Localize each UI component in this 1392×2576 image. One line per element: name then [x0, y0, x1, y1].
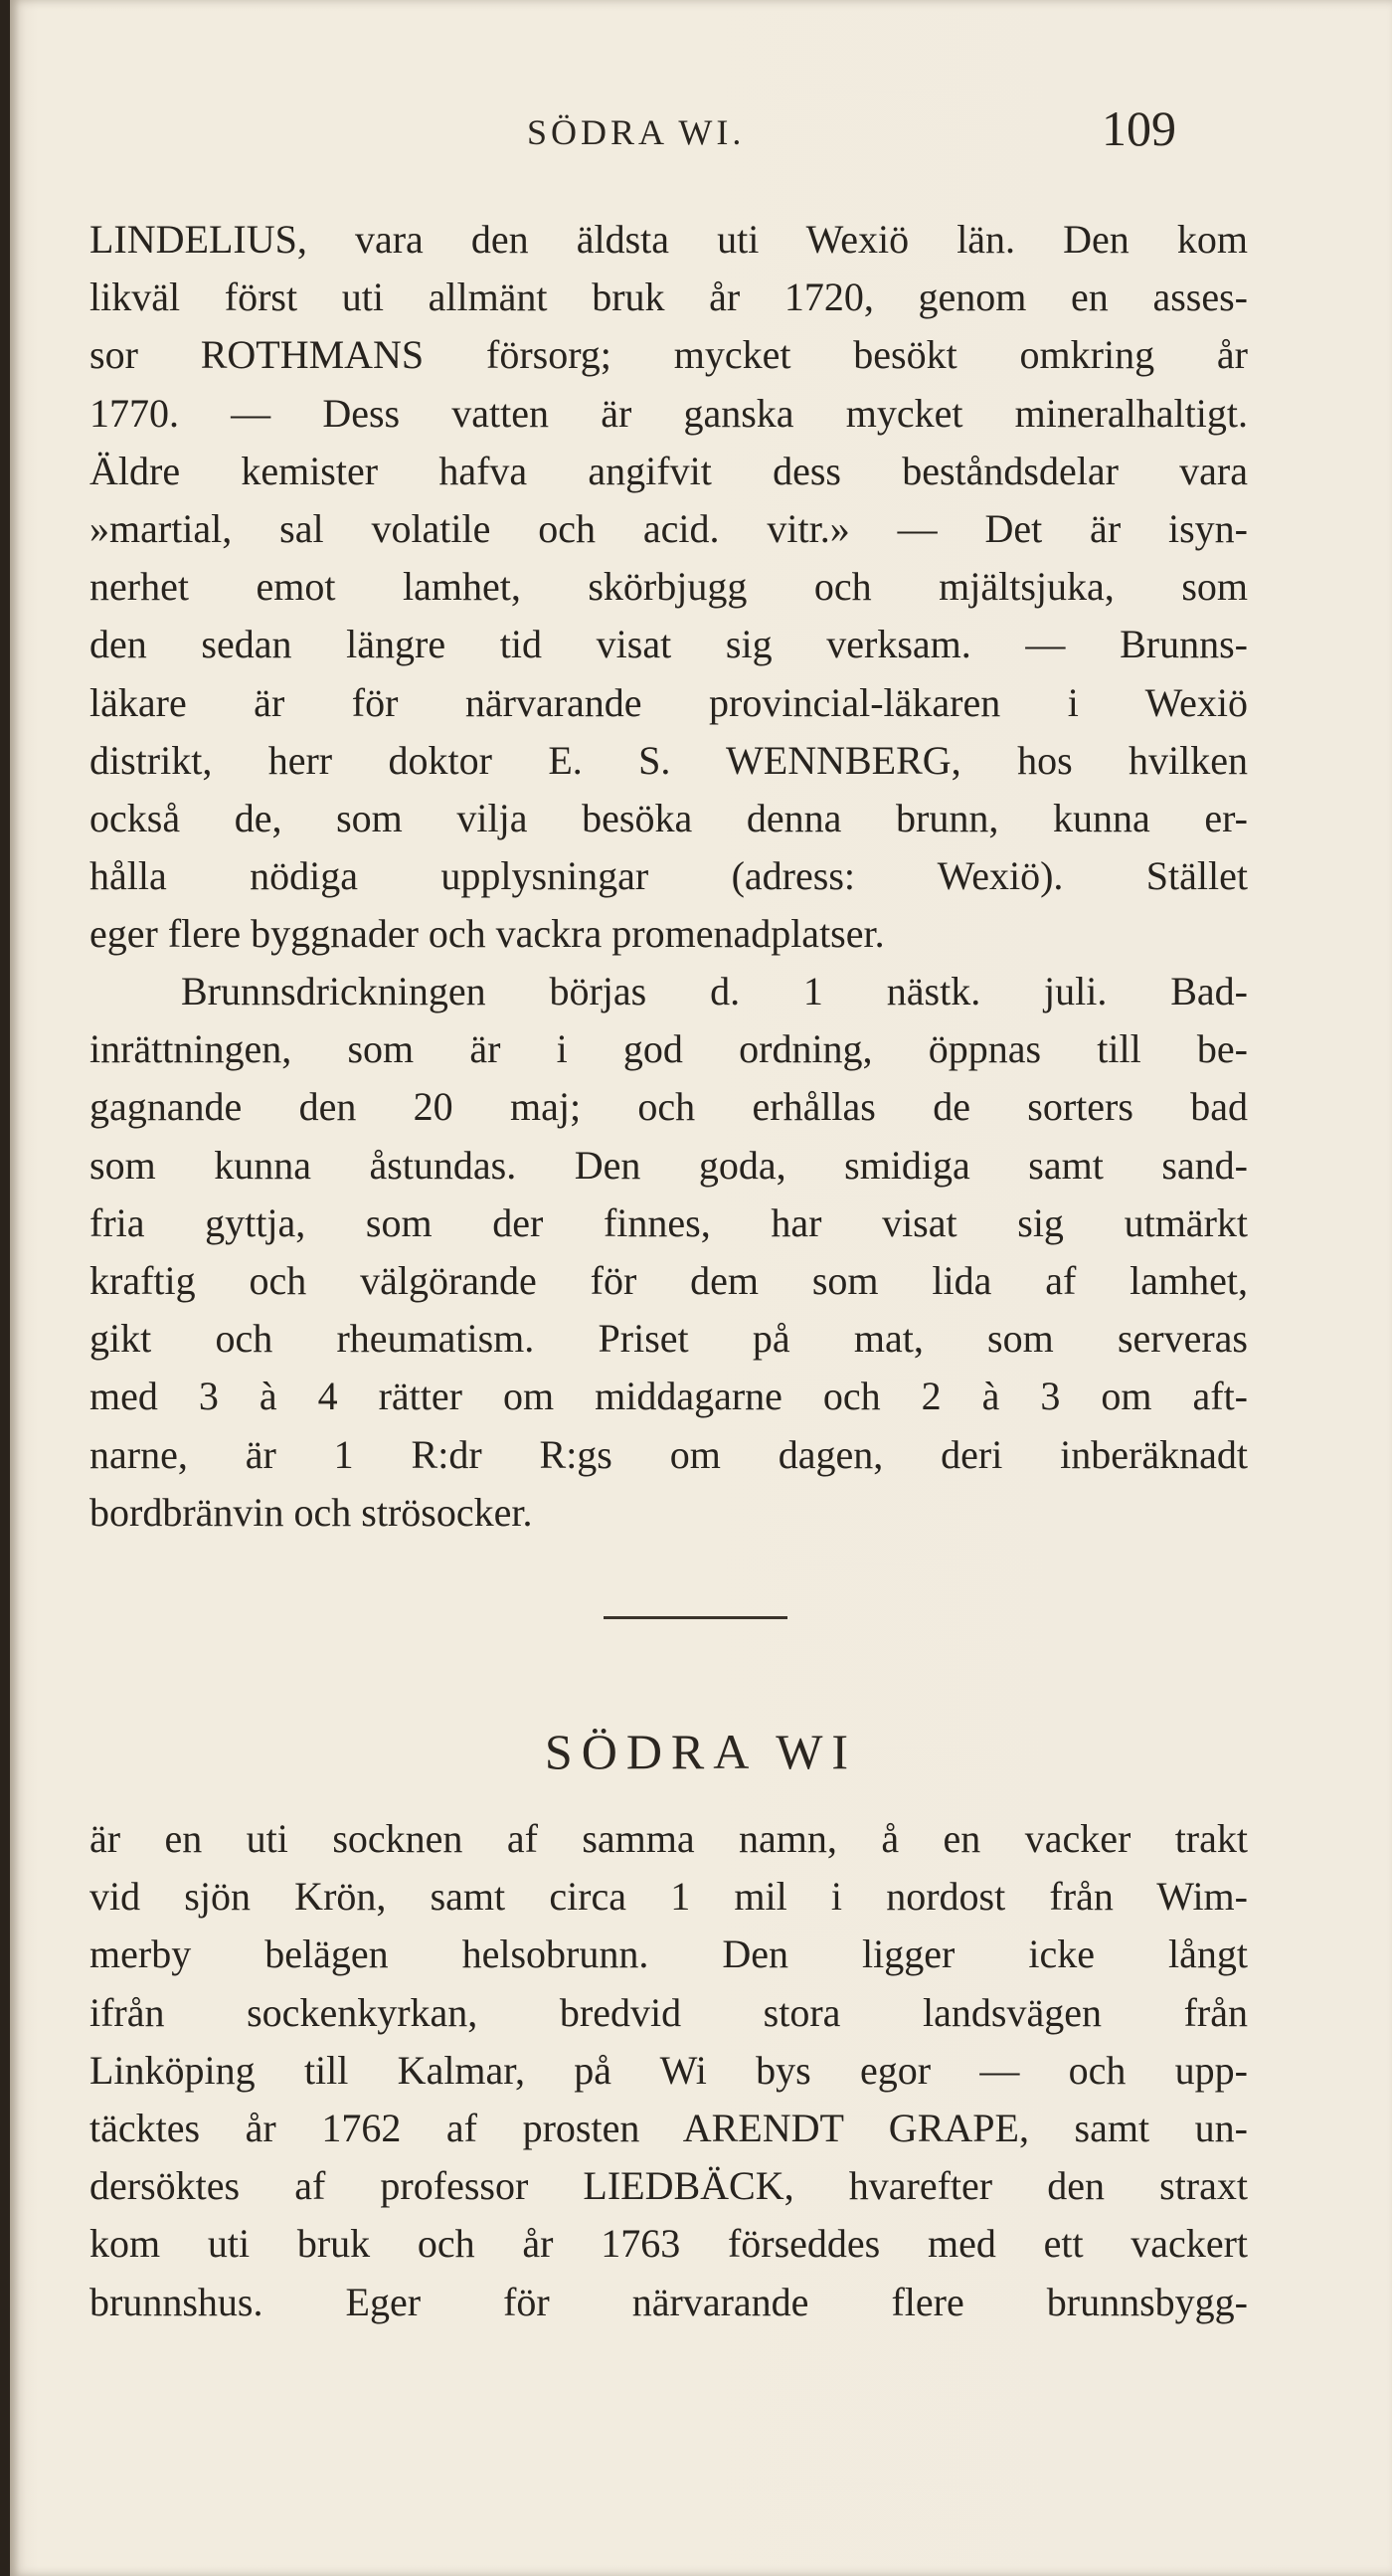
text-line: likväl först uti allmänt bruk år 1720, genom en asses-	[89, 275, 1248, 320]
text-line: med 3 à 4 rätter om middagarne och 2 à 3 om aft-	[89, 1374, 1248, 1419]
text-line: nerhet emot lamhet, skörbjugg och mjältsjuka, som	[89, 564, 1248, 610]
text-line: Linköping till Kalmar, på Wi bys egor — och upp-	[89, 2047, 1248, 2093]
text-line: 1770. — Dess vatten är ganska mycket mineralhaltigt.	[89, 390, 1248, 436]
paragraph-continued	[89, 211, 1248, 963]
text-line: bordbränvin och strösocker.	[89, 1489, 533, 1535]
page-binding-edge	[0, 0, 10, 2576]
text-line: ifrån sockenkyrkan, bredvid stora landsvägen från	[89, 1989, 1248, 2035]
text-line: gikt och rheumatism. Priset på mat, som serveras	[89, 1316, 1248, 1362]
paragraph-sodra-wi	[89, 1810, 1248, 2331]
text-line: Äldre kemister hafva angifvit dess beståndsdelar vara	[89, 448, 1248, 493]
section-divider	[604, 1616, 787, 1619]
text-line: den sedan längre tid visat sig verksam. — Brunns-	[89, 622, 1248, 667]
text-line: brunnshus. Eger för närvarande flere brunnsbygg-	[89, 2279, 1248, 2324]
running-head: SÖDRA WI.	[527, 112, 746, 152]
text-line: eger flere byggnader och vackra promenadplatser.	[89, 911, 885, 957]
paragraph-bathing-season	[89, 963, 1248, 1542]
text-line: läkare är för närvarande provincial-läkaren i Wexiö	[89, 679, 1248, 725]
text-line: vid sjön Krön, samt circa 1 mil i nordost från Wim-	[89, 1874, 1248, 1920]
text-line: är en uti socknen af samma namn, å en vacker trakt	[89, 1816, 1248, 1861]
text-line: »martial, sal volatile och acid. vitr.» — Det är isyn-	[89, 505, 1248, 551]
page-number: 109	[1102, 100, 1176, 156]
text-line: hålla nödiga upplysningar (adress: Wexiö). Stället	[89, 853, 1248, 899]
text-line: gagnande den 20 maj; och erhållas de sorters bad	[89, 1084, 1248, 1130]
text-line: kraftig och välgörande för dem som lida af lamhet,	[89, 1257, 1248, 1303]
text-line: dersöktes af professor LIEDBÄCK, hvarefter den straxt	[89, 2163, 1248, 2209]
text-line: också de, som vilja besöka denna brunn, kunna er-	[89, 795, 1248, 840]
book-page	[10, 0, 1392, 2576]
text-line: inrättningen, som är i god ordning, öppnas till be-	[89, 1026, 1248, 1072]
text-line: merby belägen helsobrunn. Den ligger icke långt	[89, 1932, 1248, 1977]
text-line: sor ROTHMANS försorg; mycket besökt omkring år	[89, 332, 1248, 378]
text-line: täcktes år 1762 af prosten ARENDT GRAPE, samt un-	[89, 2105, 1248, 2150]
text-line: kom uti bruk och år 1763 förseddes med ett vackert	[89, 2221, 1248, 2267]
text-line: Brunnsdrickningen börjas d. 1 nästk. juli. Bad-	[181, 969, 1248, 1013]
text-line: LINDELIUS, vara den äldsta uti Wexiö län. Den kom	[89, 217, 1248, 262]
text-line: distrikt, herr doktor E. S. WENNBERG, hos hvilken	[89, 737, 1248, 783]
text-line: som kunna åstundas. Den goda, smidiga samt sand-	[89, 1142, 1248, 1188]
text-line: fria gyttja, som der finnes, har visat sig utmärkt	[89, 1199, 1248, 1245]
section-heading: SÖDRA WI	[544, 1724, 858, 1779]
text-line: narne, är 1 R:dr R:gs om dagen, deri inberäknadt	[89, 1431, 1248, 1477]
